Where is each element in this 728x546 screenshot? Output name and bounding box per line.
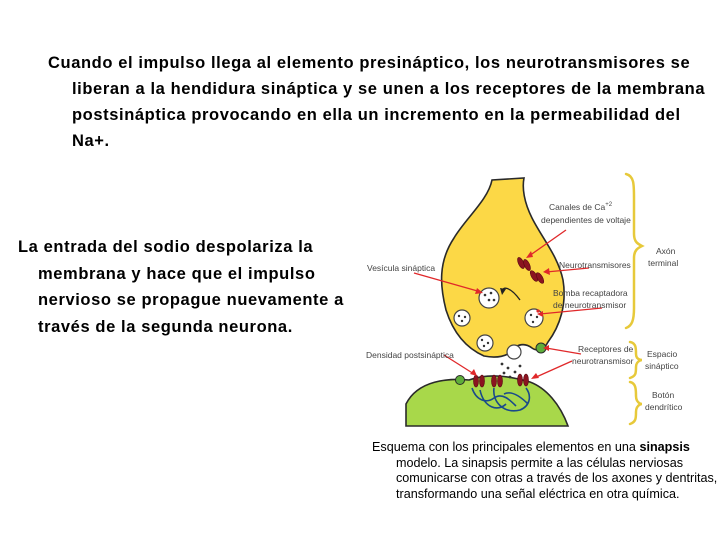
synapse-diagram [334, 168, 694, 436]
figure-caption: Esquema con los principales elementos en una sinapsis modelo. La sinapsis permite a las células nerviosas comunicarse con otras a través de los axones y dentritas, transformando una señal eléctrica en otra química. [372, 440, 718, 501]
label-synaptic-space-2: sináptico [645, 361, 679, 371]
vesicle [525, 309, 543, 327]
paragraph-sodium-entry: La entrada del sodio despolariza la membrana y hace que el impulso nervioso se propague nuevamente a través de la segunda neurona. [18, 238, 344, 336]
vesicle-fusing [507, 345, 521, 359]
label-calcium-channels: Canales de $Ca^{+2}$ [549, 202, 613, 212]
postsynaptic-receptors [474, 374, 529, 387]
label-axon-terminal-2: terminal [648, 258, 679, 268]
label-dendritic-button-2: dendrítico [645, 402, 683, 412]
caption-bold-term: sinapsis [639, 440, 690, 454]
paragraph-presynaptic: Cuando el impulso llega al elemento presináptico, los neurotransmisores se liberan a la hendidura sináptica y se unen a los receptores de la membrana postsináptica provocando en ella un incremento en la permeabilidad del Na+. [48, 54, 706, 150]
label-calcium-channels-2: dependientes de voltaje [541, 215, 631, 225]
label-dendritic-button: Botón [652, 390, 675, 400]
label-synaptic-vesicle: Vesícula sináptica [367, 263, 436, 273]
label-receptors: Receptores de [578, 344, 634, 354]
label-receptors-2: neurotransmisor [572, 356, 634, 366]
label-reuptake-pump-2: de neurotransmisor [553, 300, 627, 310]
vesicle [477, 335, 493, 351]
receptor-green [456, 376, 465, 385]
vesicle [454, 310, 470, 326]
label-synaptic-space: Espacio [647, 349, 678, 359]
vesicle [479, 288, 499, 308]
label-reuptake-pump: Bomba recaptadora [553, 288, 628, 298]
label-axon-terminal: Axón [656, 246, 676, 256]
label-neurotransmitters: Neurotransmisores [559, 260, 631, 270]
label-postsynaptic-density: Densidad postsináptica [366, 350, 454, 360]
